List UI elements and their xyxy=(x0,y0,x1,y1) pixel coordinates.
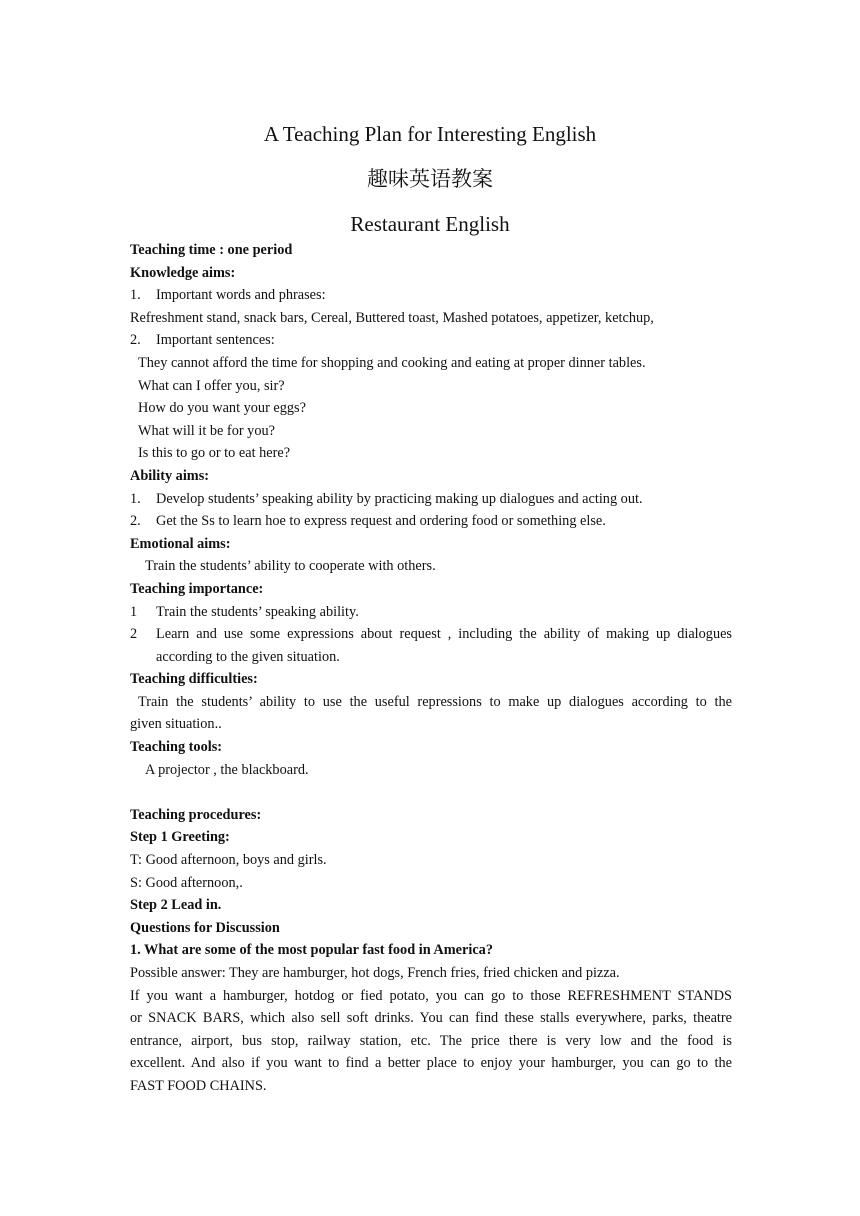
paragraph-line: excellent. And also if you want to find a better place to enjoy your hamburger, you can go to the xyxy=(130,1055,732,1072)
question-1: 1. What are some of the most popular fast food in America? xyxy=(130,942,493,959)
list-item xyxy=(130,623,732,646)
subtitle: Restaurant English xyxy=(350,212,510,236)
list-number: 2. xyxy=(130,332,141,349)
step-2-heading: Step 2 Lead in. xyxy=(130,897,222,914)
tools-text: A projector , the blackboard. xyxy=(145,761,309,778)
emotional-aims-heading: Emotional aims: xyxy=(130,535,231,552)
list-item xyxy=(130,284,732,307)
list-item xyxy=(130,329,732,352)
teaching-tools-heading: Teaching tools: xyxy=(130,739,223,756)
list-text: Learn and use some expressions about request , including the ability of making up dialogues xyxy=(156,626,732,643)
step-1-heading: Step 1 Greeting: xyxy=(130,829,230,846)
list-text: Important words and phrases: xyxy=(156,287,326,304)
teaching-difficulties-heading: Teaching difficulties: xyxy=(130,671,258,688)
teaching-procedures-heading: Teaching procedures: xyxy=(130,806,262,823)
ability-aims-heading: Ability aims: xyxy=(130,467,210,484)
list-number: 1 xyxy=(130,603,138,620)
words-list: Refreshment stand, snack bars, Cereal, Buttered toast, Mashed potatoes, appetizer, ketchup, xyxy=(130,309,654,326)
list-number: 1. xyxy=(130,287,141,304)
document-body xyxy=(130,239,732,1098)
questions-heading: Questions for Discussion xyxy=(130,919,280,936)
student-line: S: Good afternoon,. xyxy=(130,874,243,891)
paragraph-line: or SNACK BARS, which also sell soft drinks. You can find these stalls everywhere, parks, theatre xyxy=(130,1010,732,1027)
title-block xyxy=(0,112,860,247)
list-text-continued: according to the given situation. xyxy=(156,648,340,665)
sentence: They cannot afford the time for shopping and cooking and eating at proper dinner tables. xyxy=(138,354,646,371)
list-text: Develop students’ speaking ability by practicing making up dialogues and acting out. xyxy=(156,490,643,507)
list-number: 2. xyxy=(130,513,141,530)
knowledge-aims-heading: Knowledge aims: xyxy=(130,264,236,281)
chinese-title: 趣味英语教案 xyxy=(367,167,493,191)
difficulties-text: Train the students’ ability to use the useful repressions to make up dialogues according to the xyxy=(138,693,732,710)
list-number: 2 xyxy=(130,626,138,643)
sentence: Is this to go or to eat here? xyxy=(138,445,291,462)
list-text: Important sentences: xyxy=(156,332,275,349)
list-text: Train the students’ speaking ability. xyxy=(156,603,359,620)
paragraph-line: If you want a hamburger, hotdog or fied potato, you can go to those REFRESHMENT STANDS xyxy=(130,987,732,1004)
teaching-importance-heading: Teaching importance: xyxy=(130,580,264,597)
list-text: Get the Ss to learn hoe to express request and ordering food or something else. xyxy=(156,513,606,530)
list-item xyxy=(130,488,732,511)
sentence: What will it be for you? xyxy=(138,422,275,439)
blank-line xyxy=(130,781,732,804)
sentence: How do you want your eggs? xyxy=(138,400,306,417)
teaching-time: Teaching time : one period xyxy=(130,242,293,258)
possible-answer: Possible answer: They are hamburger, hot dogs, French fries, fried chicken and pizza. xyxy=(130,965,620,981)
document-title: A Teaching Plan for Interesting English xyxy=(263,122,597,146)
list-item xyxy=(130,601,732,624)
sentence: What can I offer you, sir? xyxy=(138,377,285,394)
teacher-line: T: Good afternoon, boys and girls. xyxy=(130,852,327,869)
difficulties-text-continued: given situation.. xyxy=(130,716,222,733)
paragraph-line: FAST FOOD CHAINS. xyxy=(130,1077,267,1094)
paragraph-line: entrance, airport, bus stop, railway station, etc. The price there is very low and the food is xyxy=(130,1032,732,1049)
list-item xyxy=(130,510,732,533)
list-number: 1. xyxy=(130,490,141,507)
emotional-text: Train the students’ ability to cooperate with others. xyxy=(145,558,436,575)
